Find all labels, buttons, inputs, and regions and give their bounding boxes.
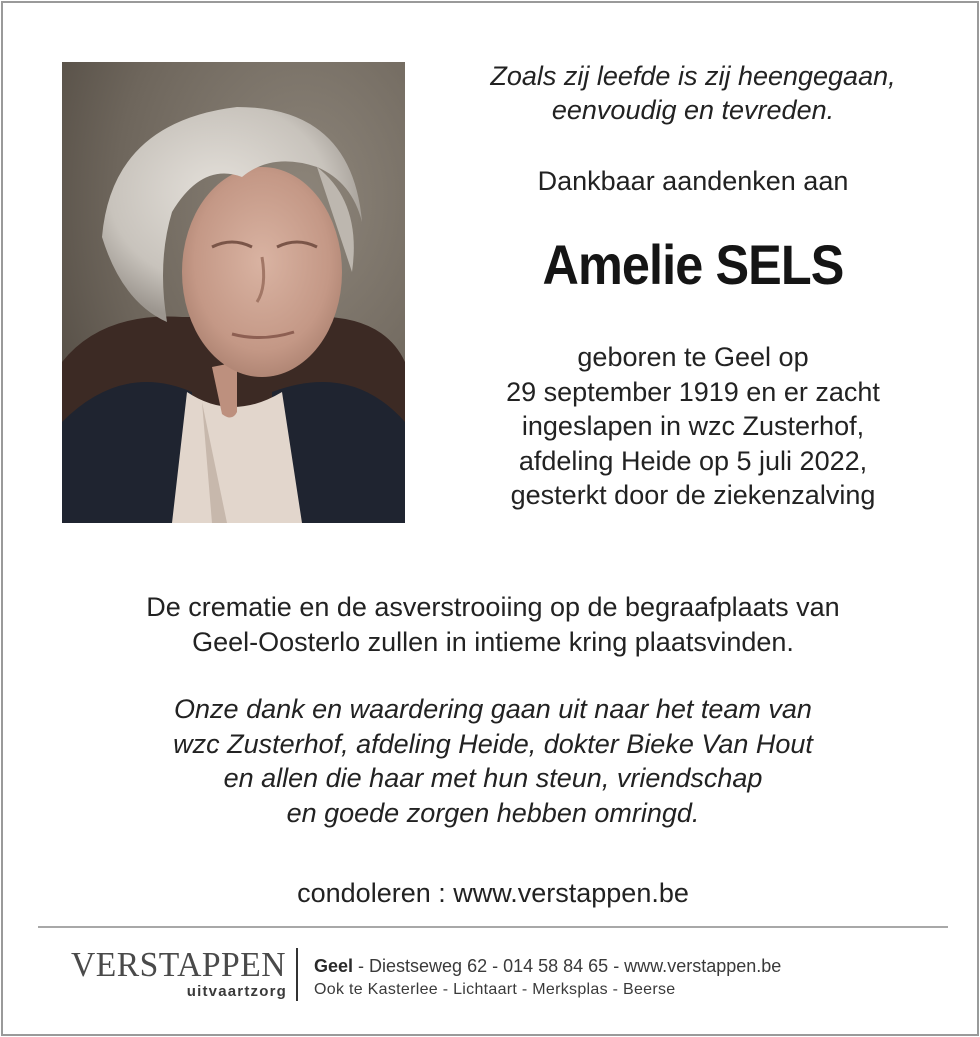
thanks-text [3, 692, 980, 830]
condolence-link[interactable]: condoleren : www.verstappen.be [297, 878, 689, 908]
cremation-line: De crematie en de asverstrooiing op de begraafplaats van [146, 592, 840, 622]
birth-death-text [428, 340, 958, 513]
company-logo [71, 945, 287, 1000]
footer-divider [38, 926, 948, 928]
obituary-card [1, 1, 979, 1036]
birth-line: geboren te Geel op [577, 342, 809, 372]
deceased-name: Amelie SELS [542, 233, 844, 296]
motto-line: eenvoudig en tevreden. [551, 95, 835, 125]
thanks-line: en goede zorgen hebben omringd. [286, 797, 700, 828]
portrait-photo [62, 62, 405, 523]
contact-details[interactable]: - Diestseweg 62 - 014 58 84 65 - www.verstappen.be [353, 956, 782, 976]
thanks-line: en allen die haar met hun steun, vriendschap [223, 763, 763, 793]
contact-city: Geel [314, 956, 354, 976]
thanks-line: wzc Zusterhof, afdeling Heide, dokter Bieke Van Hout [173, 728, 813, 759]
other-locations: Ook te Kasterlee - Lichtaart - Merksplas - Beerse [314, 981, 676, 998]
birth-line: gesterkt door de ziekenzalving [510, 480, 876, 510]
thanks-line: Onze dank en waardering gaan uit naar het team van [174, 694, 812, 724]
motto-line: Zoals zij leefde is zij heengegaan, [490, 61, 896, 91]
intro-text: Dankbaar aandenken aan [537, 166, 849, 196]
logo-name: VERSTAPPEN [71, 945, 286, 984]
birth-line: afdeling Heide op 5 juli 2022, [518, 445, 868, 476]
logo-subtitle: uitvaartzorg [186, 983, 287, 1000]
logo-separator [296, 948, 298, 1001]
cremation-line: Geel-Oosterlo zullen in intieme kring plaatsvinden. [192, 626, 794, 657]
birth-line: 29 september 1919 en er zacht [506, 376, 880, 407]
cremation-text [3, 590, 980, 659]
contact-line [314, 954, 781, 978]
contact-info [314, 954, 781, 1002]
birth-line: ingeslapen in wzc Zusterhof, [521, 411, 865, 441]
motto [428, 59, 958, 127]
